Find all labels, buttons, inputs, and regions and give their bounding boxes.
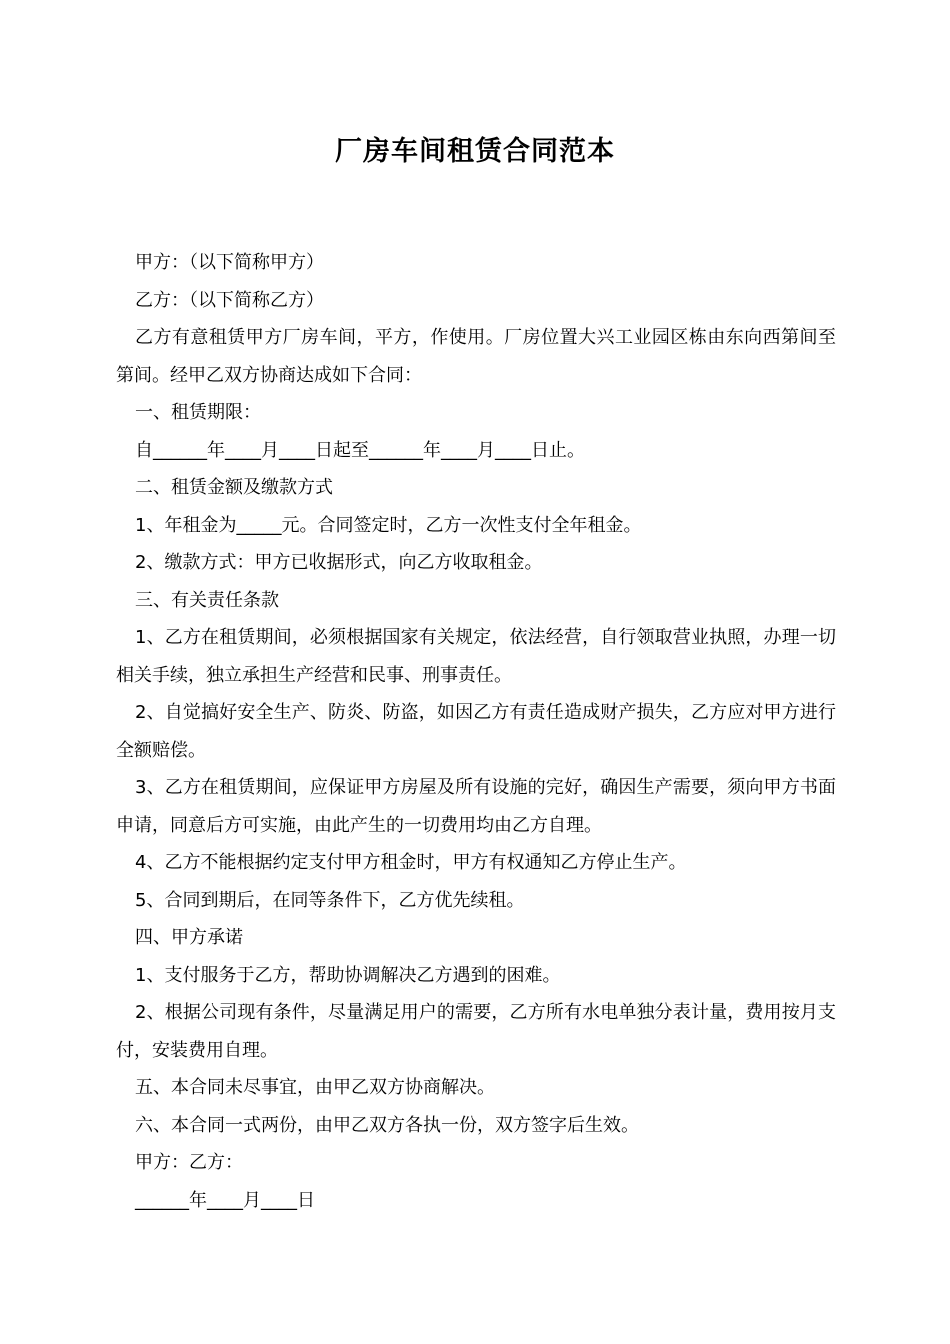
document-body [116, 244, 836, 1219]
responsibility-clause-4: 4、乙方不能根据约定支付甲方租金时，甲方有权通知乙方停止生产。 [135, 852, 687, 873]
signature-date-line: ______年____月____日 [135, 1189, 315, 1211]
document-title: 厂房车间租赁合同范本 [335, 136, 615, 167]
section-heading-lease-term: 一、租赁期限： [135, 402, 261, 423]
section-heading-responsibility: 三、有关责任条款 [135, 589, 279, 611]
lease-term-line: 自______年____月____日起至______年____月____日止。 [135, 439, 585, 461]
rent-clause-2: 2、缴款方式：甲方已收据形式，向乙方收取租金。 [135, 552, 543, 573]
responsibility-clause-2: 2、自觉搞好安全生产、防炎、防盗，如因乙方有责任造成财产损失，乙方应对甲方进行全额赔偿。 [116, 702, 836, 761]
responsibility-clause-1: 1、乙方在租赁期间，必须根据国家有关规定，依法经营，自行领取营业执照，办理一切相关手续，独立承担生产经营和民事、刑事责任。 [116, 627, 836, 686]
party-a-line: 甲方：（以下简称甲方） [135, 252, 324, 273]
commitment-clause-1: 1、支付服务于乙方，帮助协调解决乙方遇到的困难。 [135, 964, 561, 986]
party-b-line: 乙方：（以下简称乙方） [135, 289, 324, 311]
clause-five: 五、本合同未尽事宜，由甲乙双方协商解决。 [135, 1077, 495, 1098]
responsibility-clause-5: 5、合同到期后，在同等条件下，乙方优先续租。 [135, 889, 525, 911]
signature-parties-line: 甲方：乙方： [135, 1152, 243, 1173]
intro-paragraph: 乙方有意租赁甲方厂房车间，平方，作使用。厂房位置大兴工业园区栋由东向西第间至第间。经甲乙双方协商达成如下合同： [116, 327, 836, 386]
section-heading-party-a-commitment: 四、甲方承诺 [135, 927, 243, 948]
commitment-clause-2: 2、根据公司现有条件，尽量满足用户的需要，乙方所有水电单独分表计量，费用按月支付，安装费用自理。 [116, 1002, 836, 1061]
section-heading-rent-payment: 二、租赁金额及缴款方式 [135, 477, 333, 498]
responsibility-clause-3: 3、乙方在租赁期间，应保证甲方房屋及所有设施的完好，确因生产需要，须向甲方书面申请，同意后方可实施，由此产生的一切费用均由乙方自理。 [116, 777, 836, 836]
rent-clause-1: 1、年租金为_____元。合同签定时，乙方一次性支付全年租金。 [135, 514, 642, 536]
clause-six: 六、本合同一式两份，由甲乙双方各执一份，双方签字后生效。 [135, 1114, 639, 1136]
